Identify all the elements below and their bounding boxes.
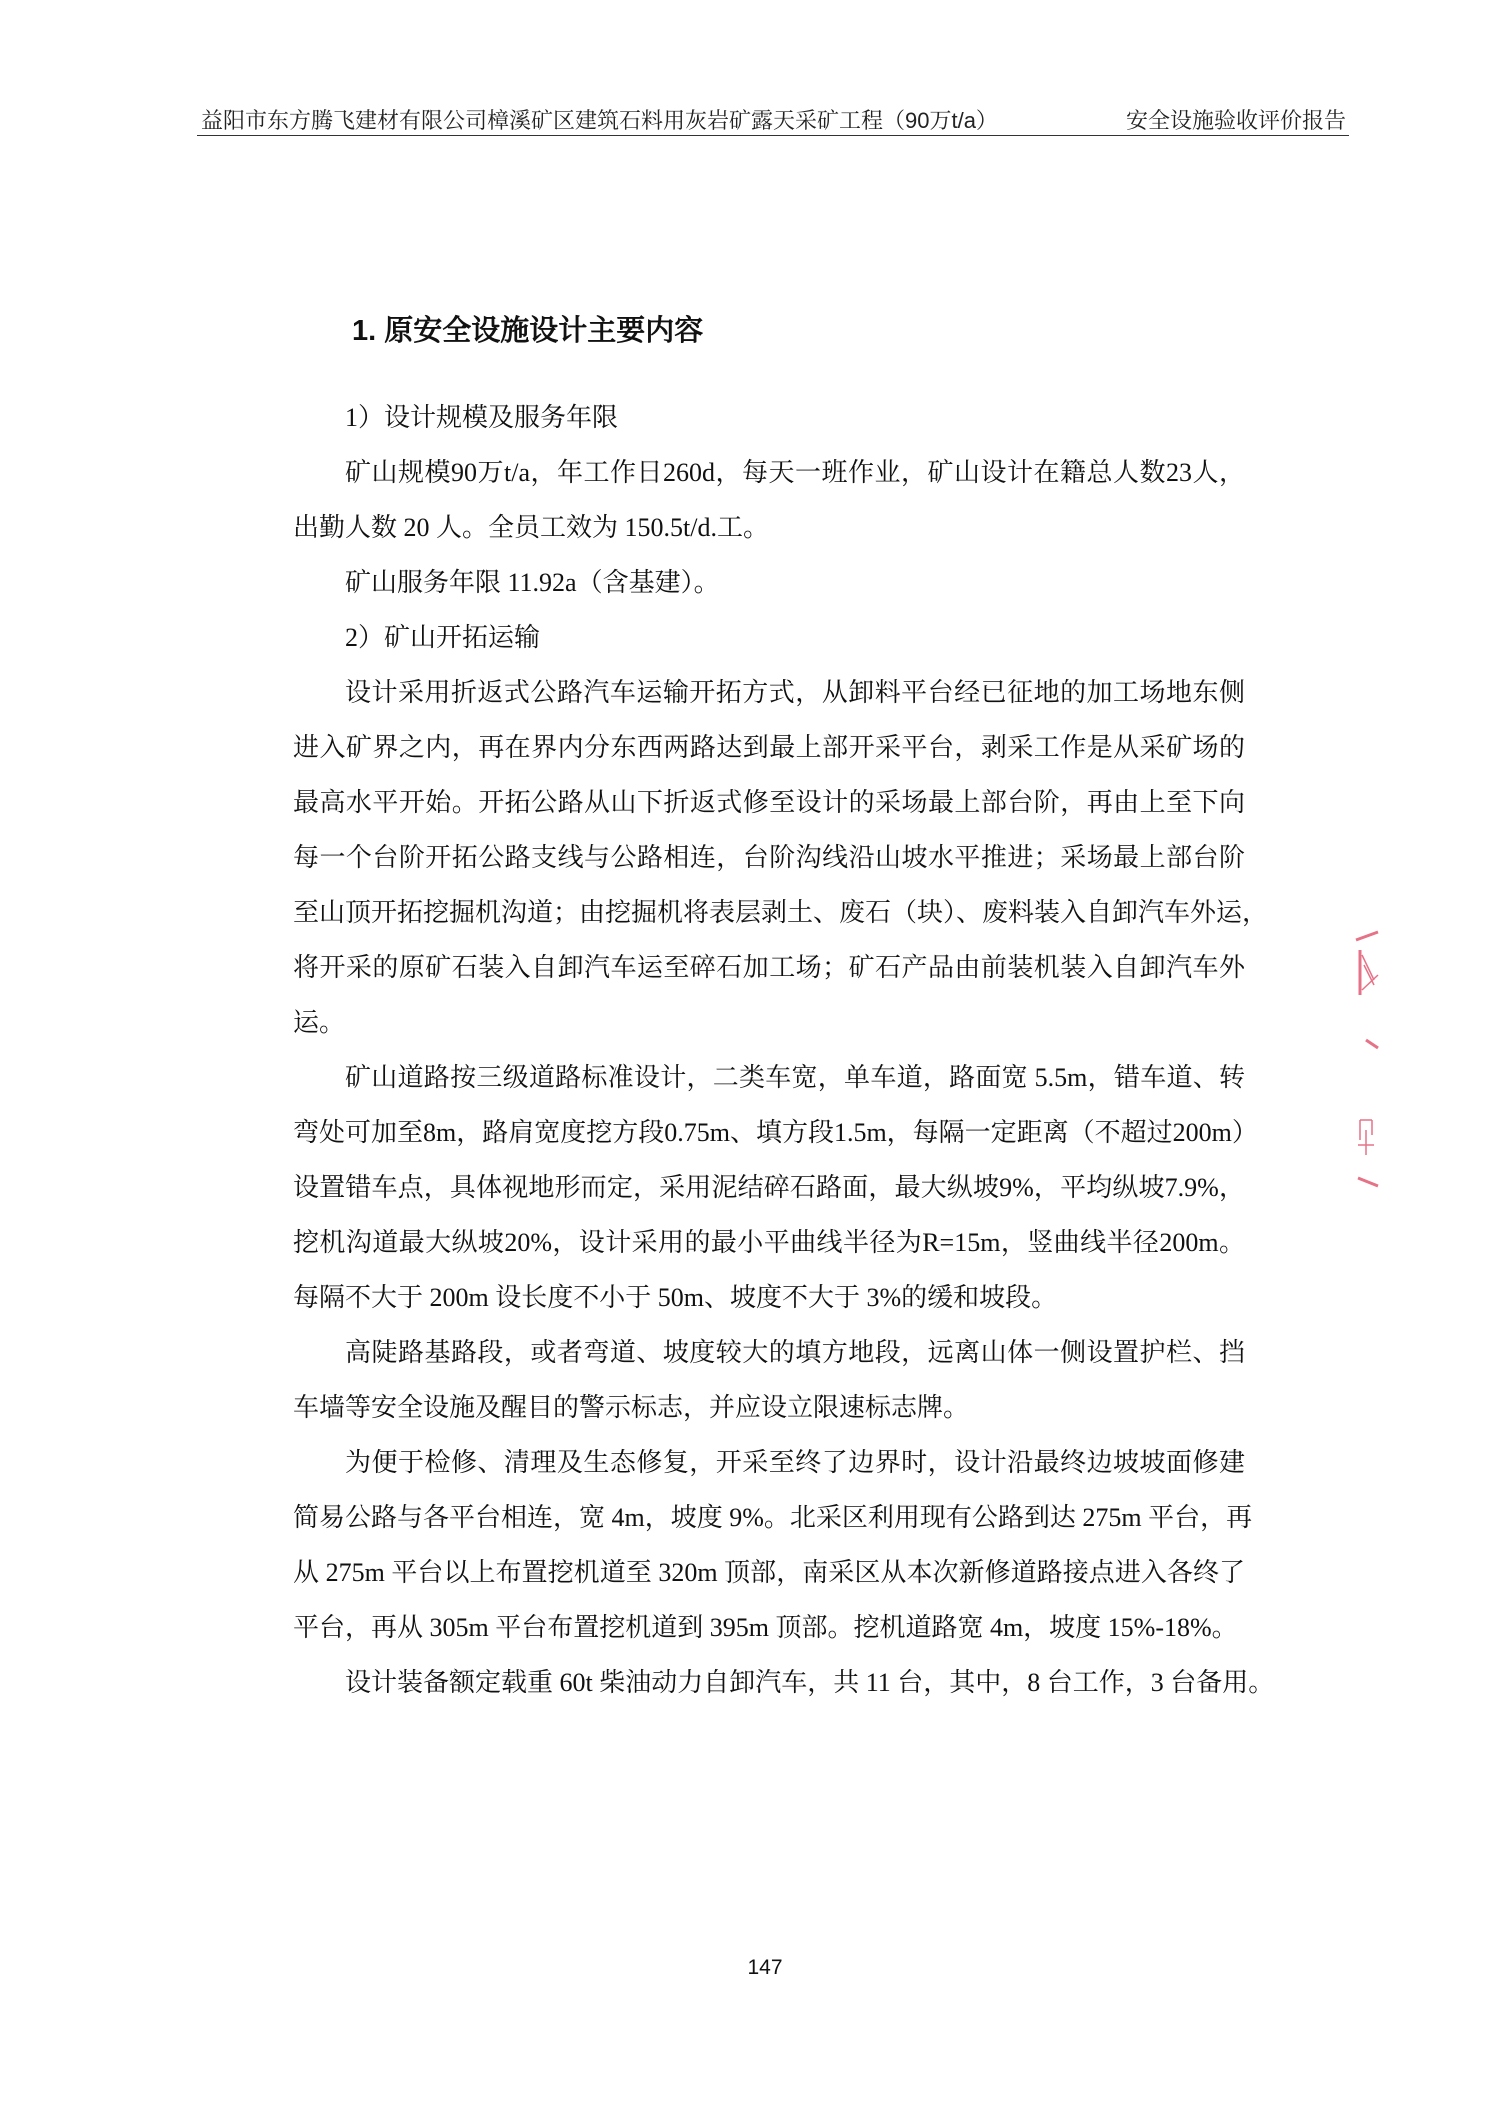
paragraph [293,1435,1253,1655]
paragraph [293,445,1245,555]
text-line: 2）矿山开拓运输 [345,623,541,652]
header-project-title: 益阳市东方腾飞建材有限公司樟溪矿区建筑石料用灰岩矿露天采矿工程（90万t/a） [201,108,998,133]
text-line: 挖机沟道最大纵坡20%，设计采用的最小平曲线半径为R=15m，竖曲线半径200m。 [293,1228,1245,1257]
text-line: 最高水平开始。开拓公路从山下折返式修至设计的采场最上部台阶，再由上至下向 [293,788,1245,817]
text-line: 设计装备额定载重 60t 柴油动力自卸汽车，共 11 台，其中，8 台工作，3 台备用。 [345,1668,1275,1697]
text-line: 运。 [293,1008,346,1037]
text-line: 矿山道路按三级道路标准设计，二类车宽，单车道，路面宽 5.5m，错车道、转 [345,1063,1245,1092]
text-line: 出勤人数 20 人。全员工效为 150.5t/d.工。 [293,513,769,542]
text-line: 矿山规模90万t/a，年工作日260d，每天一班作业，矿山设计在籍总人数23人， [345,458,1245,487]
text-line: 每一个台阶开拓公路支线与公路相连，台阶沟线沿山坡水平推进；采场最上部台阶 [293,843,1245,872]
running-header [201,104,1346,134]
text-line: 车墙等安全设施及醒目的警示标志，并应设立限速标志牌。 [293,1393,970,1422]
text-line: 至山顶开拓挖掘机沟道；由挖掘机将表层剥土、废石（块）、废料装入自卸汽车外运， [293,898,1269,927]
paragraph [293,390,1245,445]
header-rule [197,135,1349,136]
text-line: 矿山服务年限 11.92a（含基建）。 [345,568,720,597]
text-line: 1）设计规模及服务年限 [345,403,619,432]
paragraph [293,1325,1245,1435]
text-line: 设置错车点，具体视地形而定，采用泥结碎石路面，最大纵坡9%，平均纵坡7.9%， [293,1173,1245,1202]
paragraph [293,665,1269,1050]
text-line: 进入矿界之内，再在界内分东西两路达到最上部开采平台，剥采工作是从采矿场的 [293,733,1245,762]
text-line: 弯处可加至8m，路肩宽度挖方段0.75m、填方段1.5m，每隔一定距离（不超过200m） [293,1118,1258,1147]
paragraph [293,1655,1275,1710]
text-line: 为便于检修、清理及生态修复，开采至终了边界时，设计沿最终边坡坡面修建 [345,1448,1245,1477]
section-title: 1. 原安全设施设计主要内容 [352,315,704,347]
paragraph [293,1050,1258,1325]
header-report-title: 安全设施验收评价报告 [1125,108,1346,133]
text-line: 每隔不大于 200m 设长度不小于 50m、坡度不大于 3%的缓和坡段。 [293,1283,1058,1312]
text-line: 平台，再从 305m 平台布置挖机道到 395m 顶部。挖机道路宽 4m，坡度 15%-18%。 [293,1613,1238,1642]
text-line: 高陡路基路段，或者弯道、坡度较大的填方地段，远离山体一侧设置护栏、挡 [345,1338,1245,1367]
paragraph [293,610,1245,665]
body-text [293,390,1275,1710]
text-line: 将开采的原矿石装入自卸汽车运至碎石加工场；矿石产品由前装机装入自卸汽车外 [293,953,1245,982]
text-line: 从 275m 平台以上布置挖机道至 320m 顶部，南采区从本次新修道路接点进入各终了 [293,1558,1245,1587]
text-line: 设计采用折返式公路汽车运输开拓方式，从卸料平台经已征地的加工场地东侧 [345,678,1245,707]
paragraph [293,555,1245,610]
seal-stamp-partial [1352,930,1392,1190]
text-line: 简易公路与各平台相连，宽 4m，坡度 9%。北采区利用现有公路到达 275m 平台，再 [293,1503,1253,1532]
page-number: 147 [747,1956,783,1979]
